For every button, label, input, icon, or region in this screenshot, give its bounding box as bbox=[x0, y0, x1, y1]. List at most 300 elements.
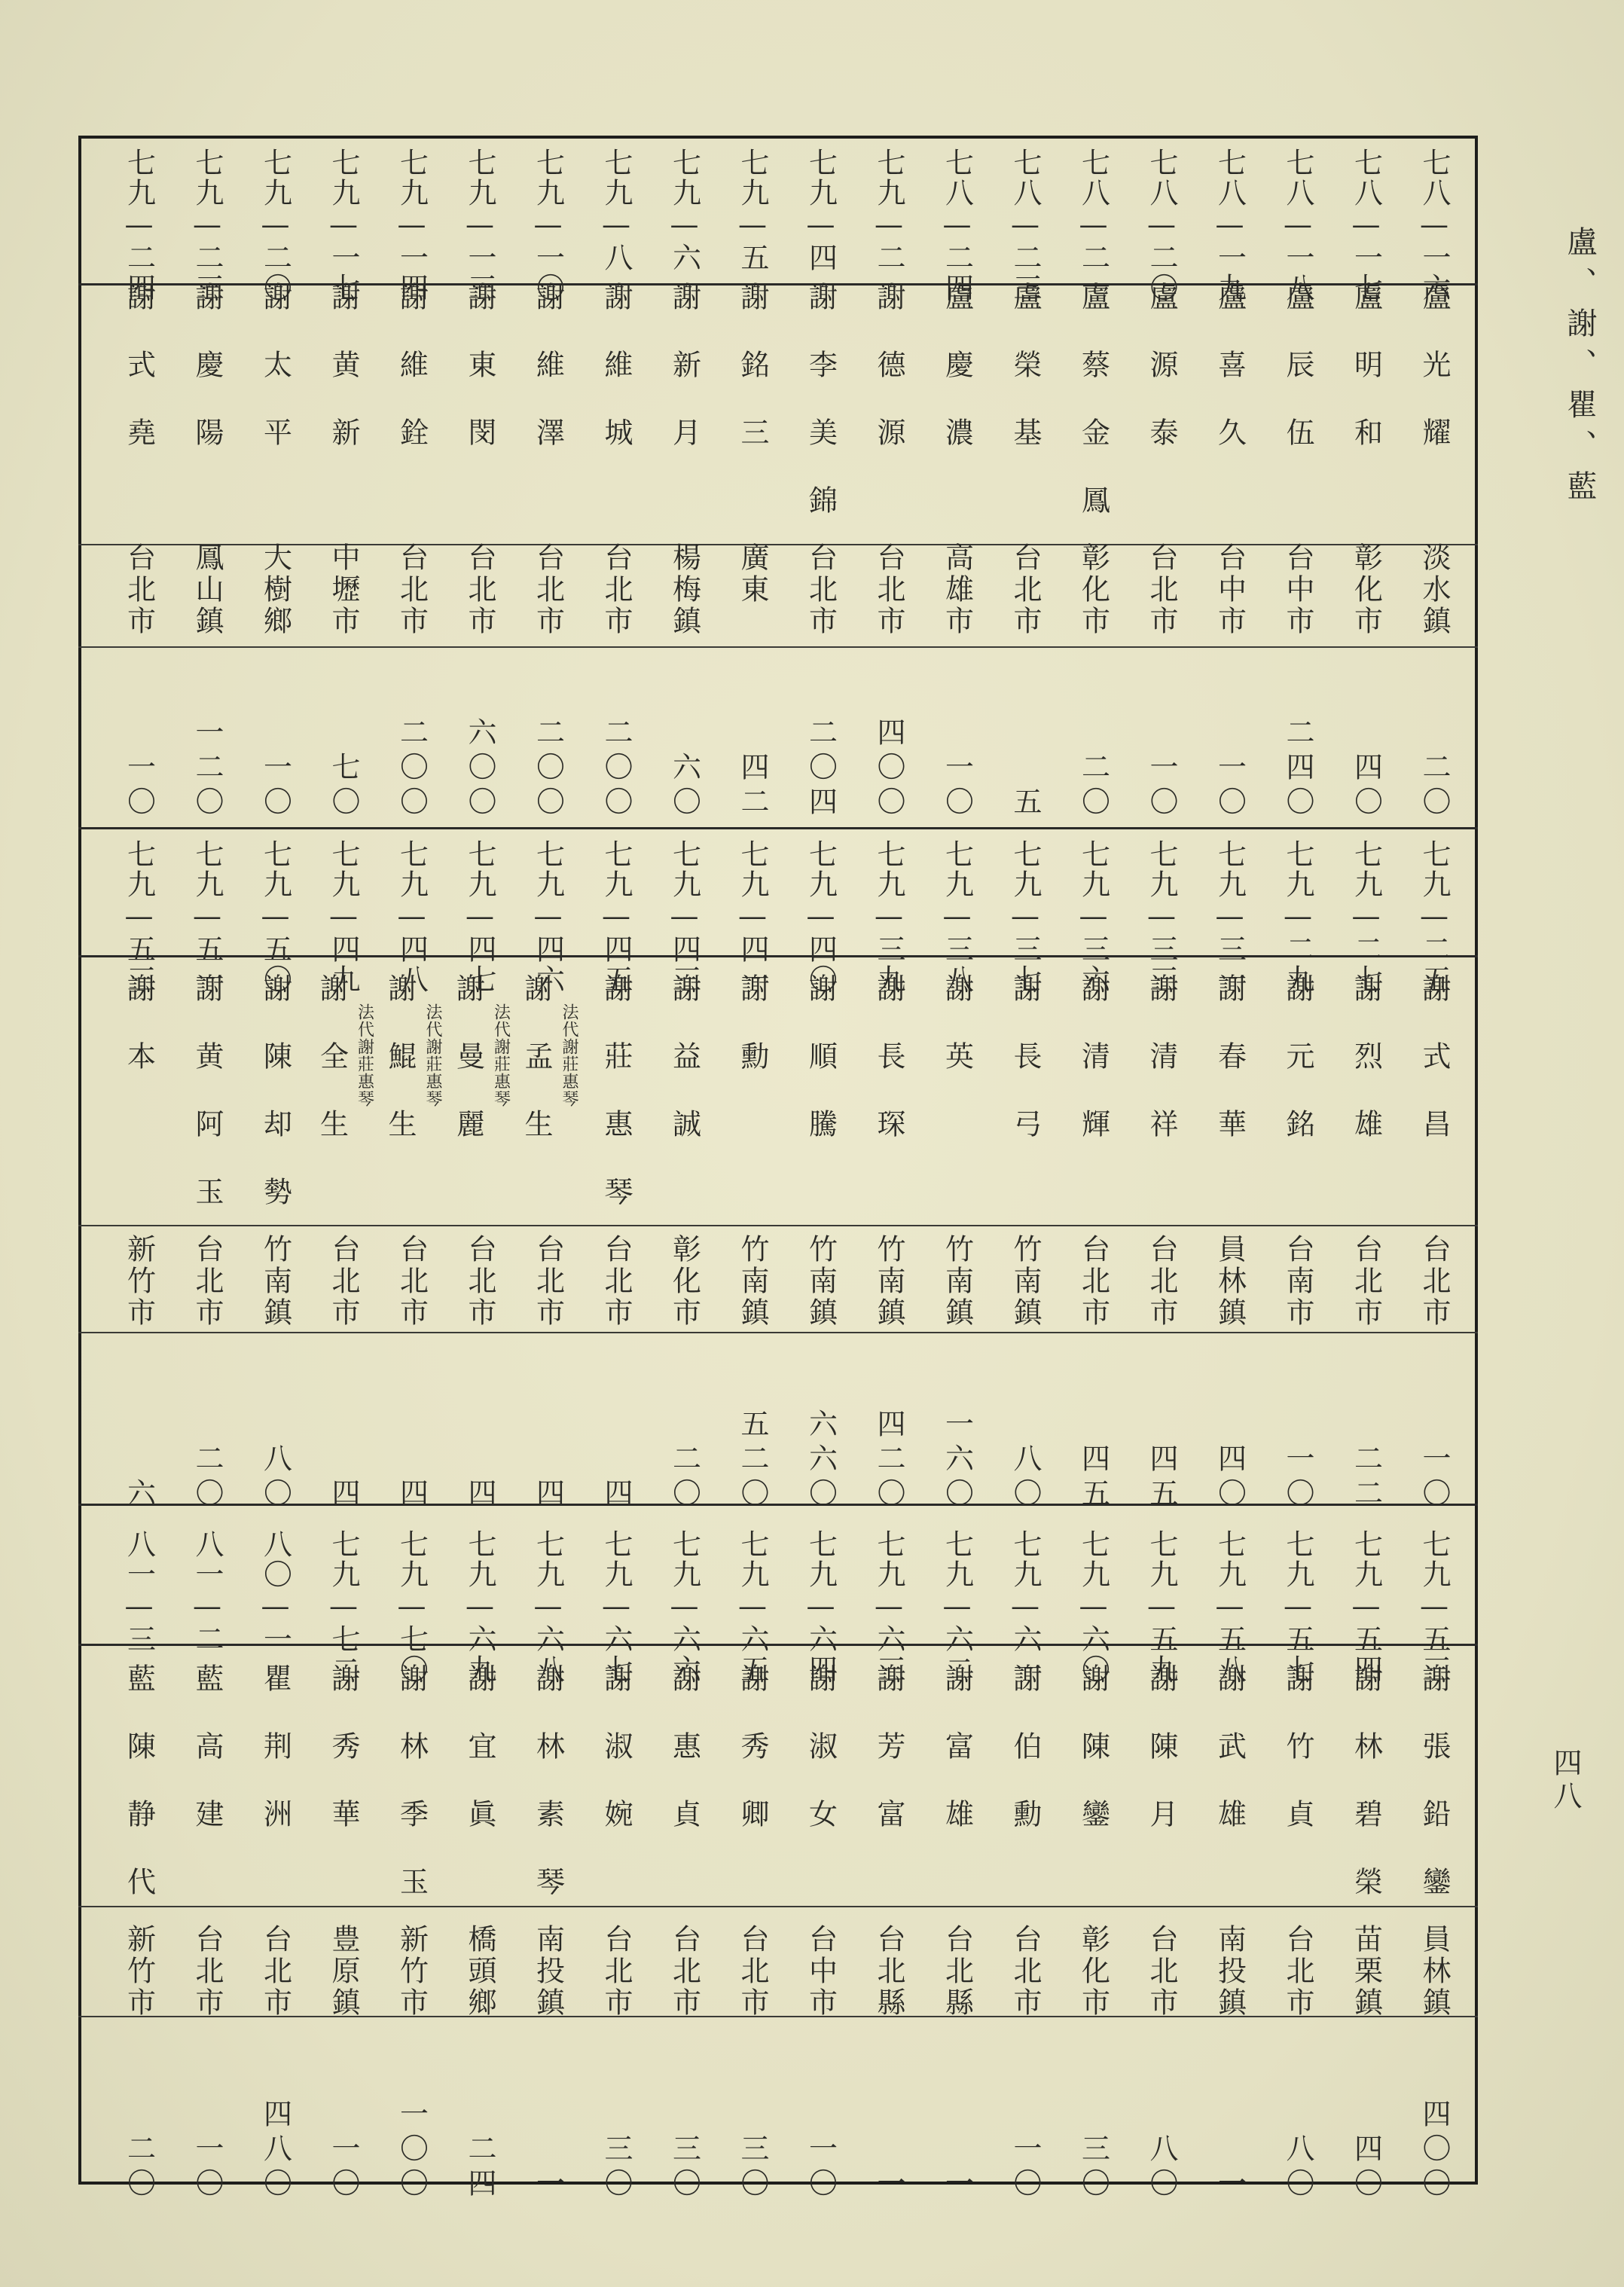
code-cell bbox=[242, 148, 310, 303]
code-text: 七九—五八 bbox=[1213, 1529, 1247, 1684]
place-cell bbox=[1128, 1234, 1196, 1330]
code-text: 七九—四 bbox=[804, 148, 838, 273]
place-text: 新竹市 bbox=[122, 1924, 156, 2019]
place-cell bbox=[514, 542, 582, 639]
place-cell bbox=[174, 1924, 242, 2020]
code-text: 七九—四三 bbox=[667, 839, 701, 994]
place-cell bbox=[1060, 1924, 1128, 2020]
amount-cell bbox=[787, 1341, 855, 1513]
place-text: 台北市 bbox=[531, 542, 565, 637]
name-cell bbox=[1128, 1663, 1196, 1916]
name-cell bbox=[787, 1663, 855, 1916]
amount-text: 一〇 bbox=[1418, 1443, 1451, 1513]
code-text: 七八—一六 bbox=[1418, 148, 1451, 303]
place-cell bbox=[856, 1924, 923, 2020]
code-cell bbox=[1128, 1529, 1196, 1684]
amount-cell bbox=[1128, 2031, 1196, 2203]
name-cell bbox=[1265, 1663, 1332, 1916]
amount-text: 四〇 bbox=[1213, 1443, 1247, 1513]
amount-text: 四 bbox=[531, 1478, 565, 1513]
amount-cell bbox=[1060, 2031, 1128, 2203]
place-text: 台北市 bbox=[1145, 542, 1178, 637]
code-cell bbox=[514, 148, 582, 303]
name-cell bbox=[1332, 282, 1400, 535]
place-text: 台北市 bbox=[531, 1234, 565, 1329]
name-text: 盧辰伍 bbox=[1281, 282, 1314, 485]
amount-text: 四五 bbox=[1076, 1443, 1110, 1513]
name-text: 謝曼麗 bbox=[451, 973, 485, 1177]
place-text: 竹南鎮 bbox=[1009, 1234, 1042, 1329]
name-text: 謝黄阿玉 bbox=[191, 973, 224, 1244]
name-cell bbox=[923, 973, 991, 1226]
code-cell bbox=[1401, 1529, 1469, 1684]
name-cell bbox=[787, 973, 855, 1226]
place-text: 竹南鎮 bbox=[804, 1234, 838, 1329]
amount-cell bbox=[310, 1341, 378, 1513]
name-text: 盧明和 bbox=[1349, 282, 1383, 485]
name-cell bbox=[719, 282, 787, 535]
name-cell bbox=[105, 973, 173, 1226]
place-text: 高雄市 bbox=[940, 542, 974, 637]
amount-cell bbox=[242, 649, 310, 821]
code-cell bbox=[310, 148, 378, 303]
name-cell bbox=[1060, 282, 1128, 553]
code-text: 七九—四九 bbox=[327, 839, 360, 994]
code-cell bbox=[583, 839, 651, 994]
place-text: 楊梅鎮 bbox=[667, 542, 701, 637]
amount-cell bbox=[719, 1341, 787, 1513]
place-text: 台北市 bbox=[600, 1924, 633, 2019]
code-text: 七九—一四 bbox=[395, 148, 429, 303]
code-cell bbox=[992, 1529, 1060, 1684]
amount-text: 一 bbox=[872, 2168, 905, 2203]
name-cell bbox=[1332, 973, 1400, 1226]
code-cell bbox=[378, 1529, 446, 1684]
code-cell bbox=[1196, 839, 1264, 994]
place-text: 台北市 bbox=[122, 542, 156, 637]
amount-cell bbox=[1332, 649, 1400, 821]
amount-cell bbox=[310, 649, 378, 821]
amount-cell bbox=[1401, 2031, 1469, 2203]
name-cell bbox=[1196, 1663, 1264, 1916]
place-cell bbox=[1265, 1924, 1332, 2020]
name-text: 謝黄新 bbox=[327, 282, 360, 485]
place-cell bbox=[1332, 542, 1400, 639]
code-cell bbox=[651, 1529, 719, 1684]
code-text: 七九—五〇 bbox=[258, 839, 292, 994]
place-text: 彰化市 bbox=[1076, 542, 1110, 637]
code-cell bbox=[1196, 1529, 1264, 1684]
amount-cell bbox=[1060, 649, 1128, 821]
code-text: 八〇—一 bbox=[258, 1529, 292, 1654]
code-cell bbox=[242, 839, 310, 994]
amount-cell bbox=[583, 2031, 651, 2203]
name-cell bbox=[923, 282, 991, 535]
amount-text: 二〇〇 bbox=[531, 717, 565, 821]
code-text: 七九—六三 bbox=[872, 1529, 905, 1684]
code-cell bbox=[1265, 1529, 1332, 1684]
code-cell bbox=[856, 839, 923, 994]
name-text: 謝富雄 bbox=[940, 1663, 974, 1867]
place-text: 台北市 bbox=[872, 542, 905, 637]
code-cell bbox=[992, 839, 1060, 994]
amount-cell bbox=[447, 2031, 514, 2203]
name-text: 盧喜久 bbox=[1213, 282, 1247, 485]
place-cell bbox=[787, 1924, 855, 2020]
place-text: 台北市 bbox=[327, 1234, 360, 1329]
amount-text: 四二〇 bbox=[872, 1409, 905, 1513]
amount-cell bbox=[105, 2031, 173, 2203]
code-text: 七九—五三 bbox=[1418, 1529, 1451, 1684]
name-text: 藍陳静代 bbox=[122, 1663, 156, 1934]
place-cell bbox=[514, 1924, 582, 2020]
place-cell bbox=[310, 1234, 378, 1330]
code-cell bbox=[787, 839, 855, 994]
code-cell bbox=[1401, 839, 1469, 994]
name-cell bbox=[105, 282, 173, 535]
code-cell bbox=[174, 839, 242, 994]
code-cell bbox=[1265, 148, 1332, 303]
amount-cell bbox=[1196, 1341, 1264, 1513]
place-cell bbox=[923, 542, 991, 639]
name-cell bbox=[583, 1663, 651, 1916]
code-text: 七九—四〇 bbox=[804, 839, 838, 994]
place-cell bbox=[719, 542, 787, 639]
amount-text: 一〇〇 bbox=[395, 2099, 429, 2203]
name-text: 謝元銘 bbox=[1281, 973, 1314, 1177]
amount-text: 一〇 bbox=[1009, 2133, 1042, 2203]
place-text: 台北市 bbox=[395, 1234, 429, 1329]
name-cell bbox=[447, 282, 514, 535]
amount-cell bbox=[923, 2031, 991, 2203]
amount-cell bbox=[1265, 649, 1332, 821]
place-cell bbox=[447, 1924, 514, 2020]
name-cell bbox=[447, 973, 514, 1226]
place-text: 彰化市 bbox=[1076, 1924, 1110, 2019]
name-text: 謝鯤生 bbox=[383, 973, 417, 1177]
name-text: 謝勳 bbox=[736, 973, 769, 1109]
name-cell bbox=[310, 1663, 378, 1916]
place-cell bbox=[242, 1924, 310, 2020]
amount-cell bbox=[174, 1341, 242, 1513]
place-text: 豊原鎮 bbox=[327, 1924, 360, 2019]
name-text: 謝芳富 bbox=[872, 1663, 905, 1867]
name-cell bbox=[856, 282, 923, 535]
place-cell bbox=[174, 542, 242, 639]
name-cell bbox=[651, 1663, 719, 1916]
code-cell bbox=[378, 839, 446, 994]
code-cell bbox=[105, 148, 173, 303]
name-cell bbox=[923, 1663, 991, 1916]
place-text: 員林鎮 bbox=[1418, 1924, 1451, 2019]
code-cell bbox=[310, 839, 378, 994]
amount-text: 二二 bbox=[1349, 1443, 1383, 1513]
code-text: 七九—四六 bbox=[531, 839, 565, 994]
amount-text: 一〇 bbox=[327, 2133, 360, 2203]
name-text: 謝惠貞 bbox=[667, 1663, 701, 1867]
amount-text: 二〇四 bbox=[804, 717, 838, 821]
name-cell bbox=[514, 973, 582, 1226]
name-cell bbox=[1196, 282, 1264, 535]
code-text: 七八—二三 bbox=[1009, 148, 1042, 303]
code-cell bbox=[1060, 1529, 1128, 1684]
place-cell bbox=[1128, 542, 1196, 639]
page-number: 四八 bbox=[1549, 1748, 1582, 1814]
place-text: 台北市 bbox=[463, 1234, 496, 1329]
place-text: 竹南鎮 bbox=[736, 1234, 769, 1329]
place-text: 苗栗鎮 bbox=[1349, 1924, 1383, 2019]
name-text: 謝太平 bbox=[258, 282, 292, 485]
code-text: 七九—三九 bbox=[872, 839, 905, 994]
code-text: 七九—三六 bbox=[1076, 839, 1110, 994]
name-cell bbox=[242, 973, 310, 1244]
amount-cell bbox=[651, 2031, 719, 2203]
place-cell bbox=[378, 1234, 446, 1330]
place-cell bbox=[447, 1234, 514, 1330]
legal-representative-note: 法代謝莊惠琴 bbox=[491, 1003, 511, 1107]
place-text: 台北市 bbox=[1145, 1234, 1178, 1329]
legal-representative-note: 法代謝莊惠琴 bbox=[560, 1003, 578, 1107]
amount-text: 八〇 bbox=[1281, 2133, 1314, 2203]
code-cell bbox=[242, 1529, 310, 1657]
amount-cell bbox=[1332, 1341, 1400, 1513]
amount-cell bbox=[310, 2031, 378, 2203]
place-cell bbox=[242, 1234, 310, 1330]
place-cell bbox=[174, 1234, 242, 1330]
place-cell bbox=[1196, 1924, 1264, 2020]
place-cell bbox=[787, 542, 855, 639]
code-text: 七九—六四 bbox=[804, 1529, 838, 1684]
place-text: 彰化市 bbox=[667, 1234, 701, 1329]
amount-cell bbox=[923, 649, 991, 821]
code-cell bbox=[174, 1529, 242, 1657]
amount-text: 二四〇 bbox=[1281, 717, 1314, 821]
name-cell bbox=[856, 1663, 923, 1916]
name-cell bbox=[583, 282, 651, 535]
code-cell bbox=[651, 148, 719, 276]
code-text: 七九—二〇 bbox=[258, 148, 292, 303]
place-text: 台北市 bbox=[463, 542, 496, 637]
code-text: 七九—三八 bbox=[940, 839, 974, 994]
code-cell bbox=[719, 1529, 787, 1684]
place-text: 台北市 bbox=[395, 542, 429, 637]
place-cell bbox=[1265, 1234, 1332, 1330]
name-text: 謝烈雄 bbox=[1349, 973, 1383, 1177]
amount-text: 五二〇 bbox=[736, 1409, 769, 1513]
place-text: 彰化市 bbox=[1349, 542, 1383, 637]
code-text: 七九—六二 bbox=[940, 1529, 974, 1684]
name-cell bbox=[105, 1663, 173, 1934]
name-text: 謝新月 bbox=[667, 282, 701, 485]
name-cell bbox=[242, 1663, 310, 1916]
code-cell bbox=[923, 839, 991, 994]
name-cell bbox=[992, 973, 1060, 1226]
amount-cell bbox=[1401, 649, 1469, 821]
amount-cell bbox=[105, 1341, 173, 1513]
place-cell bbox=[1401, 1234, 1469, 1330]
place-cell bbox=[583, 1924, 651, 2020]
name-cell bbox=[1401, 973, 1469, 1226]
code-cell bbox=[923, 148, 991, 303]
running-header: 盧、謝、瞿、藍 bbox=[1562, 226, 1597, 511]
amount-text: 八〇 bbox=[258, 1443, 292, 1513]
name-text: 謝張鉛鑾 bbox=[1418, 1663, 1451, 1934]
name-cell bbox=[1265, 282, 1332, 535]
code-text: 七九—四八 bbox=[395, 839, 429, 994]
amount-cell bbox=[378, 649, 446, 821]
code-text: 七九—七二 bbox=[327, 1529, 360, 1684]
amount-text: 一〇 bbox=[1281, 1443, 1314, 1513]
code-text: 七八—二一 bbox=[1076, 148, 1110, 303]
code-cell bbox=[719, 839, 787, 994]
code-text: 七八—二四 bbox=[940, 148, 974, 303]
place-cell bbox=[1401, 542, 1469, 639]
code-cell bbox=[1332, 839, 1400, 994]
amount-text: 三〇 bbox=[1076, 2133, 1110, 2203]
amount-cell bbox=[105, 649, 173, 821]
amount-cell bbox=[1060, 1341, 1128, 1513]
amount-cell bbox=[1265, 2031, 1332, 2203]
code-text: 七九—六九 bbox=[463, 1529, 496, 1684]
place-cell bbox=[378, 1924, 446, 2020]
place-text: 台北市 bbox=[804, 542, 838, 637]
amount-text: 一〇 bbox=[191, 2133, 224, 2203]
name-text: 謝伯勳 bbox=[1009, 1663, 1042, 1867]
name-cell bbox=[174, 282, 242, 535]
name-cell bbox=[1196, 973, 1264, 1226]
amount-cell bbox=[447, 649, 514, 821]
amount-cell bbox=[1196, 2031, 1264, 2203]
code-cell bbox=[105, 1529, 173, 1657]
name-cell bbox=[174, 1663, 242, 1916]
code-text: 七九—一三 bbox=[463, 148, 496, 303]
code-text: 七九—一七 bbox=[327, 148, 360, 303]
name-text: 藍高建 bbox=[191, 1663, 224, 1867]
code-text: 七九—二七 bbox=[1349, 839, 1383, 994]
name-text: 謝竹貞 bbox=[1281, 1663, 1314, 1867]
place-cell bbox=[310, 1924, 378, 2020]
place-text: 台北市 bbox=[1349, 1234, 1383, 1329]
amount-text: 六 bbox=[122, 1478, 156, 1513]
code-text: 七九—六五 bbox=[736, 1529, 769, 1684]
place-cell bbox=[856, 1234, 923, 1330]
place-cell bbox=[1060, 542, 1128, 639]
amount-cell bbox=[514, 2031, 582, 2203]
place-text: 南投鎮 bbox=[1213, 1924, 1247, 2019]
name-cell bbox=[1401, 282, 1469, 535]
amount-text: 二〇〇 bbox=[600, 717, 633, 821]
place-cell bbox=[514, 1234, 582, 1330]
amount-cell bbox=[174, 649, 242, 821]
amount-cell bbox=[719, 2031, 787, 2203]
place-cell bbox=[1265, 542, 1332, 639]
code-cell bbox=[1128, 148, 1196, 303]
amount-cell bbox=[992, 1341, 1060, 1513]
amount-cell bbox=[719, 649, 787, 821]
amount-cell bbox=[856, 2031, 923, 2203]
code-cell bbox=[378, 148, 446, 303]
name-cell bbox=[787, 282, 855, 553]
name-text: 謝式堯 bbox=[122, 282, 156, 485]
amount-cell bbox=[242, 2031, 310, 2203]
name-cell bbox=[1128, 282, 1196, 535]
name-text: 謝宜眞 bbox=[463, 1663, 496, 1867]
code-text: 七九—二四 bbox=[122, 148, 156, 303]
code-cell bbox=[447, 1529, 514, 1684]
name-cell bbox=[856, 973, 923, 1226]
amount-text: 三〇 bbox=[667, 2133, 701, 2203]
code-cell bbox=[310, 1529, 378, 1684]
name-cell bbox=[447, 1663, 514, 1916]
name-cell bbox=[583, 973, 651, 1244]
place-cell bbox=[242, 542, 310, 639]
place-cell bbox=[1332, 1924, 1400, 2020]
divider bbox=[78, 827, 1478, 829]
name-text: 謝式昌 bbox=[1418, 973, 1451, 1177]
name-text: 謝清輝 bbox=[1076, 973, 1110, 1177]
place-text: 台北市 bbox=[1418, 1234, 1451, 1329]
name-cell bbox=[651, 282, 719, 535]
place-text: 台北縣 bbox=[872, 1924, 905, 2019]
code-cell bbox=[856, 1529, 923, 1684]
name-text: 謝本 bbox=[122, 973, 156, 1109]
name-text: 盧光耀 bbox=[1418, 282, 1451, 485]
place-text: 台北市 bbox=[600, 1234, 633, 1329]
name-text: 謝維澤 bbox=[531, 282, 565, 485]
place-cell bbox=[105, 1924, 173, 2020]
name-text: 謝秀卿 bbox=[736, 1663, 769, 1867]
name-text: 謝孟生 bbox=[520, 973, 553, 1177]
amount-text: 一〇 bbox=[1145, 752, 1178, 821]
code-text: 七九—四一 bbox=[736, 839, 769, 994]
name-text: 謝順騰 bbox=[804, 973, 838, 1177]
code-cell bbox=[1265, 839, 1332, 994]
amount-text: 四 bbox=[395, 1478, 429, 1513]
name-text: 盧蔡金鳳 bbox=[1076, 282, 1110, 553]
place-cell bbox=[856, 542, 923, 639]
name-text: 謝春華 bbox=[1213, 973, 1247, 1177]
amount-text: 四 bbox=[327, 1478, 360, 1513]
code-text: 七九—五九 bbox=[1145, 1529, 1178, 1684]
place-text: 台北市 bbox=[667, 1924, 701, 2019]
amount-text: 一 bbox=[531, 2168, 565, 2203]
name-cell bbox=[1332, 1663, 1400, 1934]
amount-text: 二〇 bbox=[1418, 752, 1451, 821]
place-cell bbox=[1401, 1924, 1469, 2020]
name-text: 盧慶濃 bbox=[940, 282, 974, 485]
name-text: 謝慶陽 bbox=[191, 282, 224, 485]
code-text: 七九—五三 bbox=[122, 839, 156, 994]
code-cell bbox=[1332, 148, 1400, 303]
place-text: 竹南鎮 bbox=[872, 1234, 905, 1329]
place-text: 台北市 bbox=[191, 1234, 224, 1329]
code-cell bbox=[447, 148, 514, 303]
place-cell bbox=[992, 1924, 1060, 2020]
place-text: 台中市 bbox=[1281, 542, 1314, 637]
code-cell bbox=[514, 1529, 582, 1684]
name-text: 謝林素琴 bbox=[531, 1663, 565, 1934]
place-text: 台北市 bbox=[600, 542, 633, 637]
place-text: 中壢市 bbox=[327, 542, 360, 637]
name-text: 謝東閔 bbox=[463, 282, 496, 485]
place-text: 淡水鎮 bbox=[1418, 542, 1451, 637]
amount-cell bbox=[651, 1341, 719, 1513]
legal-representative-note: 法代謝莊惠琴 bbox=[355, 1003, 374, 1107]
amount-text: 三〇 bbox=[736, 2133, 769, 2203]
amount-text: 四〇 bbox=[1349, 752, 1383, 821]
place-text: 台北市 bbox=[258, 1924, 292, 2019]
place-cell bbox=[1060, 1234, 1128, 1330]
